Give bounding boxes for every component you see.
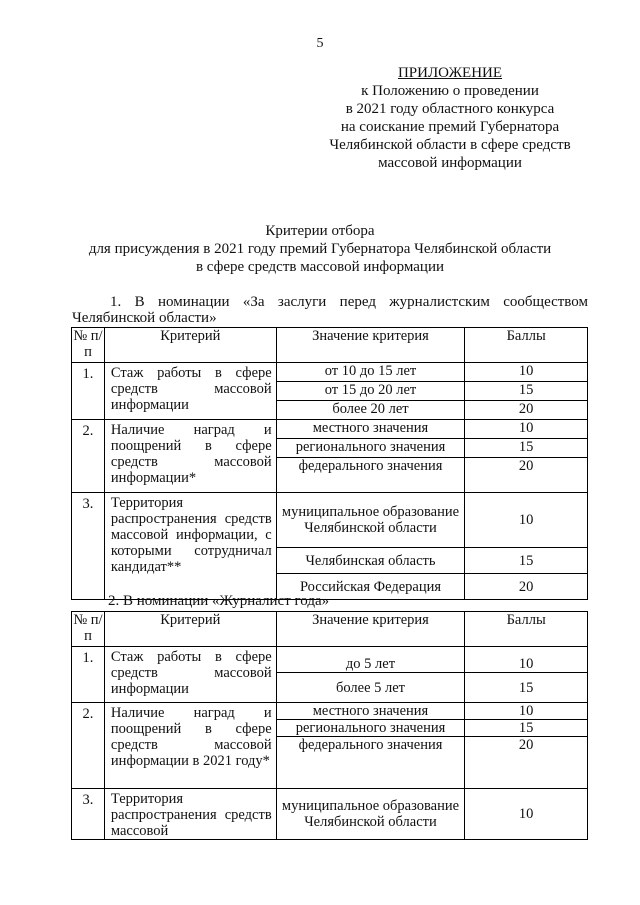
table-row [72,493,588,548]
row-points: 20 [465,458,588,493]
appendix-line: на соискание премий Губернатора [340,119,560,135]
criteria-table-1 [71,327,588,600]
row-value: федерального значения [276,458,465,493]
nomination-2-title: 2. В номинации «Журналист года» [108,593,330,609]
row-num: 3. [72,493,105,600]
row-value: от 10 до 15 лет [276,363,465,382]
row-points: 15 [465,673,588,703]
row-points: 10 [465,789,588,840]
row-value: муниципальное образование Челябинской области [276,493,465,548]
nomination-1-title: 1. В номинации «За заслуги перед журналистским сообществом Челябинской области» [72,294,588,326]
row-points: 10 [465,493,588,548]
row-value: Челябинская область [276,548,465,574]
row-points: 15 [465,720,588,737]
row-value: регионального значения [276,439,465,458]
header-num: № п/п [72,612,105,647]
row-num: 3. [72,789,105,840]
row-num: 2. [72,420,105,493]
header-criterion: Критерий [104,612,276,647]
header-points: Баллы [465,612,588,647]
page-number: 5 [316,36,324,51]
appendix-line: в 2021 году областного конкурса [345,101,555,117]
heading-line: в сфере средств массовой информации [195,259,445,275]
row-criterion: Наличие наград и поощрений в сфере средств массовой информации* [104,420,276,493]
appendix-line: Челябинской области в сфере средств [329,137,571,153]
row-criterion: Стаж работы в сфере средств массовой информации [104,363,276,420]
row-points: 20 [465,737,588,789]
row-value: федерального значения [276,737,465,789]
appendix-header [300,64,600,172]
row-points: 20 [465,401,588,420]
document-heading [0,222,640,276]
heading-line: Критерии отбора [265,223,375,239]
row-criterion: Территория распространения средств массовой информации, с которыми сотрудничал кандидат** [104,493,276,600]
header-num: № п/п [72,328,105,363]
row-points: 10 [465,647,588,673]
table-row [72,647,588,673]
header-points: Баллы [465,328,588,363]
row-value: местного значения [276,420,465,439]
appendix-title: ПРИЛОЖЕНИЕ [397,65,503,81]
row-num: 1. [72,647,105,703]
row-value: муниципальное образование Челябинской области [276,789,465,840]
table-header-row [72,328,588,363]
row-points: 10 [465,703,588,720]
row-points: 15 [465,382,588,401]
table-row [72,420,588,439]
row-points: 10 [465,363,588,382]
appendix-line: массовой информации [378,155,522,171]
table-row [72,363,588,382]
appendix-line: к Положению о проведении [361,83,539,99]
row-points: 10 [465,420,588,439]
row-value: более 5 лет [276,673,465,703]
row-value: более 20 лет [276,401,465,420]
row-value: от 15 до 20 лет [276,382,465,401]
header-value: Значение критерия [276,612,465,647]
row-criterion: Наличие наград и поощрений в сфере средств массовой информации в 2021 году* [104,703,276,789]
row-value: до 5 лет [276,647,465,673]
row-points: 20 [465,574,588,600]
table-row [72,789,588,840]
criteria-table-2 [71,611,588,840]
table-row [72,703,588,720]
row-criterion: Территория распространения средств массовой [104,789,276,840]
row-points: 15 [465,439,588,458]
heading-line: для присуждения в 2021 году премий Губернатора Челябинской области [88,241,552,257]
header-criterion: Критерий [104,328,276,363]
row-num: 1. [72,363,105,420]
row-criterion: Стаж работы в сфере средств массовой информации [104,647,276,703]
table-header-row [72,612,588,647]
header-value: Значение критерия [276,328,465,363]
row-value: Российская Федерация [276,574,465,600]
row-value: регионального значения [276,720,465,737]
row-num: 2. [72,703,105,789]
row-points: 15 [465,548,588,574]
row-value: местного значения [276,703,465,720]
